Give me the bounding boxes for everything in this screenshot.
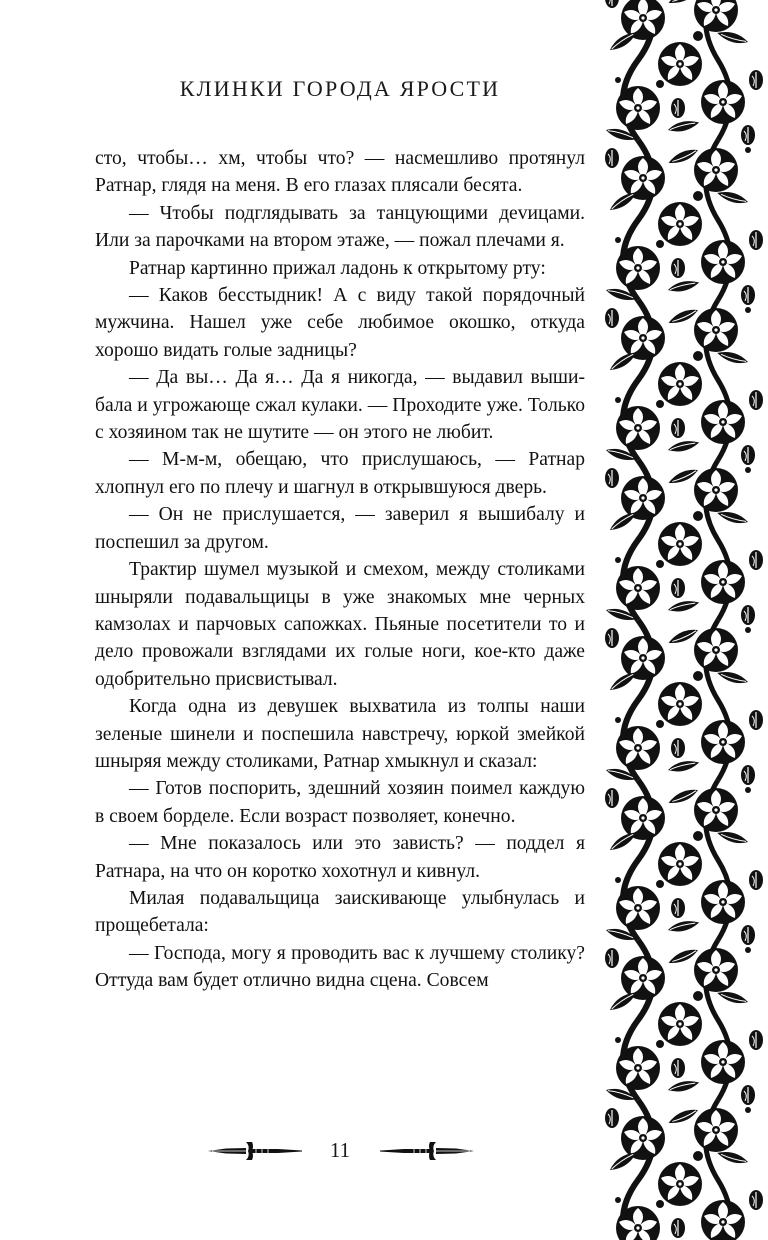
paragraph: — Каков бесстыдник! А с виду такой порядочный мужчина. Нашел уже себе любимое окошко, откуда хорошо видать голые задницы? (95, 285, 585, 361)
dagger-icon (376, 1138, 476, 1164)
page-number: 11 (329, 1138, 351, 1162)
page-footer (200, 1132, 480, 1172)
paragraph: сто, чтобы… хм, чтобы что? — насмешливо протянул Ратнар, глядя на меня. В его глазах плясали бесята. (95, 148, 585, 197)
paragraph: — Чтобы подглядывать за танцующими деvицами. Или за парочками на втором этаже, — пожал плечами я. (95, 202, 585, 252)
paragraph: — Да вы… Да я… Да я никогда, — выдавил вышибала и угрожающе сжал кулаки. — Проходите уже. Только с хозяином так не шутите — он этого не любит. (95, 367, 585, 444)
dagger-icon (206, 1138, 306, 1164)
paragraph: — Господа, могу я проводить вас к лучшему столику? Оттуда вам будет отлично видна сцена. Совсем (95, 942, 585, 992)
paragraph: Когда одна из девушек выхватила из толпы наши зеленые шинели и поспешила навстречу, юркой змейкой шныряя между столиками, Ратнар хмыкнул и сказал: (95, 696, 585, 772)
text-body (95, 145, 585, 995)
paragraph: Ратнар картинно прижал ладонь к открытому рту: (129, 257, 546, 279)
paragraph: — М-м-м, обещаю, что прислушаюсь, — Ратнар хлопнул его по плечу и шагнул в открывшуюся дверь. (95, 449, 585, 498)
floral-vine-icon (598, 0, 768, 1240)
running-header: КЛИНКИ ГОРОДА ЯРОСТИ (179, 76, 501, 101)
paragraph: — Он не прислушается, — заверил я вышибалу и поспешил за другом. (95, 504, 585, 553)
paragraph: Милая подавальщица заискивающе улыбнулась и прощебетала: (95, 887, 585, 937)
paragraph: Трактир шумел музыкой и смехом, между столиками шныряли подавальщицы в уже знакомых мне черных камзолах и парчовых сапожках. Пьяные посетители то и дело провожали взглядами их голые ноги, кое-кто даже одобрительно присвистывал. (95, 559, 585, 690)
paragraph: — Готов поспорить, здешний хозяин поимел каждую в своем борделе. Если возраст позволяет, конечно. (95, 778, 585, 827)
paragraph: — Мне показалось или это зависть? — поддел я Ратнара, на что он коротко хохотнул и кивнул. (95, 833, 585, 882)
